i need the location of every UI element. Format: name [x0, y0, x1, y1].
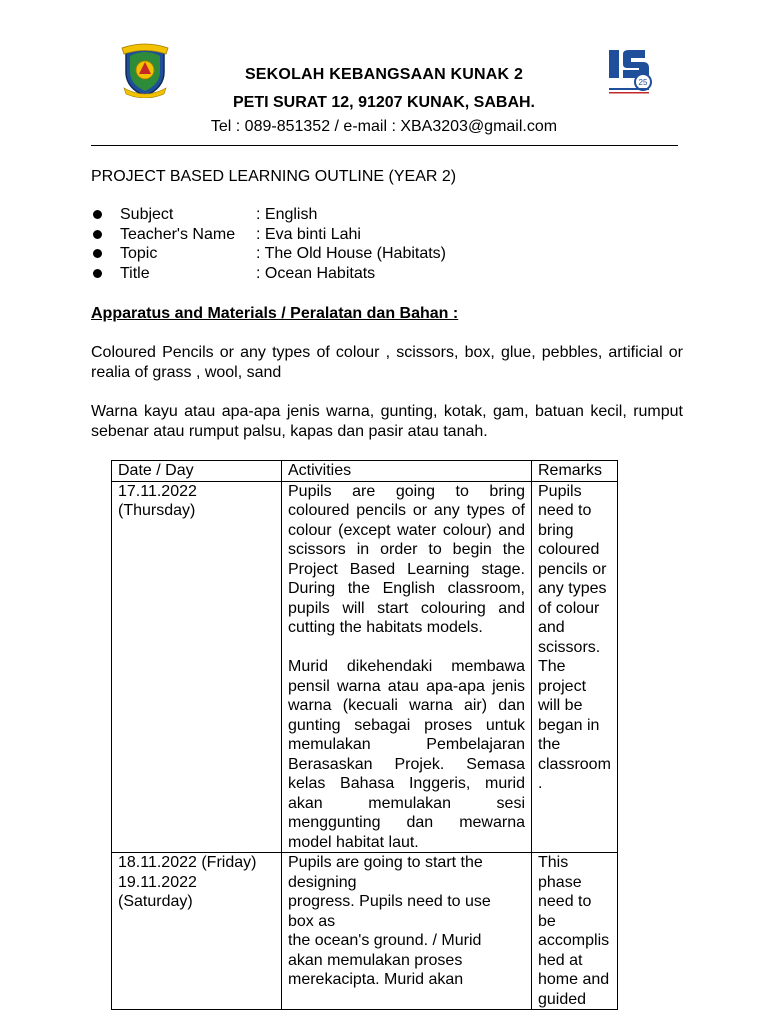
table-header-row [112, 461, 618, 482]
activity-line: box as [288, 912, 336, 930]
info-key: Subject [120, 206, 174, 223]
date-cell [112, 481, 282, 853]
info-key: Teacher's Name [120, 225, 236, 243]
activity-line: progress. Pupils need to use [288, 893, 491, 910]
bullet-icon [93, 269, 102, 278]
activity-line: Pupils are going to start the [288, 854, 483, 871]
bullet-icon [93, 210, 102, 219]
materials-paragraph-english: Coloured Pencils or any types of colour , scissors, box, glue, pebbles, artificial or realia of grass , wool, sand [91, 344, 683, 381]
table-row [112, 481, 618, 853]
info-item-topic [91, 244, 446, 264]
info-item-teacher [91, 225, 446, 245]
info-item-title [91, 264, 446, 284]
info-value: : The Old House (Habitats) [256, 245, 447, 262]
school-name: SEKOLAH KEBANGSAAN KUNAK 2 [244, 66, 524, 83]
remarks-cell: This phase need to be accomplis hed at home and guided [532, 853, 618, 1010]
header-divider [91, 145, 678, 146]
activity-malay: Murid dikehendaki membawa pensil warna atau apa-apa jenis warna (kecuali warna air) dan gunting sebagai proses untuk memulakan Pembelajaran Berasaskan Projek. Semasa kelas Bahasa Inggeris, murid akan memulakan sesi menggunting dan mewarna model habitat laut. [288, 658, 525, 851]
info-value: : English [256, 206, 318, 223]
activity-line: akan memulakan proses [288, 951, 463, 969]
info-value: : Ocean Habitats [256, 264, 376, 282]
activity-line: the ocean's ground. / Murid [288, 932, 482, 949]
column-header-activities: Activities [282, 461, 532, 482]
activities-cell [282, 481, 532, 853]
date-line: 19.11.2022 [118, 873, 197, 891]
document-title: PROJECT BASED LEARNING OUTLINE (YEAR 2) [91, 168, 457, 185]
materials-paragraph-malay: Warna kayu atau apa-apa jenis warna, gunting, kotak, gam, batuan kecil, rumput sebenar atau rumput palsu, kapas dan pasir atau tanah. [91, 403, 683, 440]
activity-english: Pupils are going to bring coloured pencils or any types of colour (except water colour) and scissors in order to begin the Project Based Learning stage. During the English classroom, pupils will start colouring and cutting the habitats models. [288, 482, 525, 636]
column-header-remarks: Remarks [532, 461, 618, 482]
day-line: (Saturday) [118, 893, 193, 910]
activity-line: designing [288, 873, 357, 891]
info-value: : Eva binti Lahi [256, 225, 361, 243]
info-key: Title [120, 264, 150, 282]
date-line: 18.11.2022 (Friday) [118, 854, 257, 871]
section-heading-materials: Apparatus and Materials / Peralatan dan Bahan : [91, 305, 459, 322]
remarks-cell: Pupils need to bring coloured pencils or any types of colour and scissors. The project will be began in the classroom . [532, 481, 618, 853]
activities-cell [282, 853, 532, 1010]
table-row [112, 853, 618, 1010]
date-line: 17.11.2022 [118, 482, 197, 500]
activities-table [111, 460, 618, 1010]
bullet-icon [93, 249, 102, 258]
info-key: Topic [120, 245, 158, 262]
date-cell [112, 853, 282, 1010]
activity-line: merekacipta. Murid akan [288, 971, 464, 988]
info-list [91, 205, 446, 283]
logo-anniversary-number: 25 [638, 78, 648, 87]
column-header-date: Date / Day [112, 461, 282, 482]
day-line: (Thursday) [118, 502, 196, 519]
info-item-subject [91, 205, 446, 225]
school-address: PETI SURAT 12, 91207 KUNAK, SABAH. [233, 94, 535, 111]
school-contact: Tel : 089-851352 / e-mail : XBA3203@gmail.com [210, 118, 558, 135]
bullet-icon [93, 230, 102, 239]
